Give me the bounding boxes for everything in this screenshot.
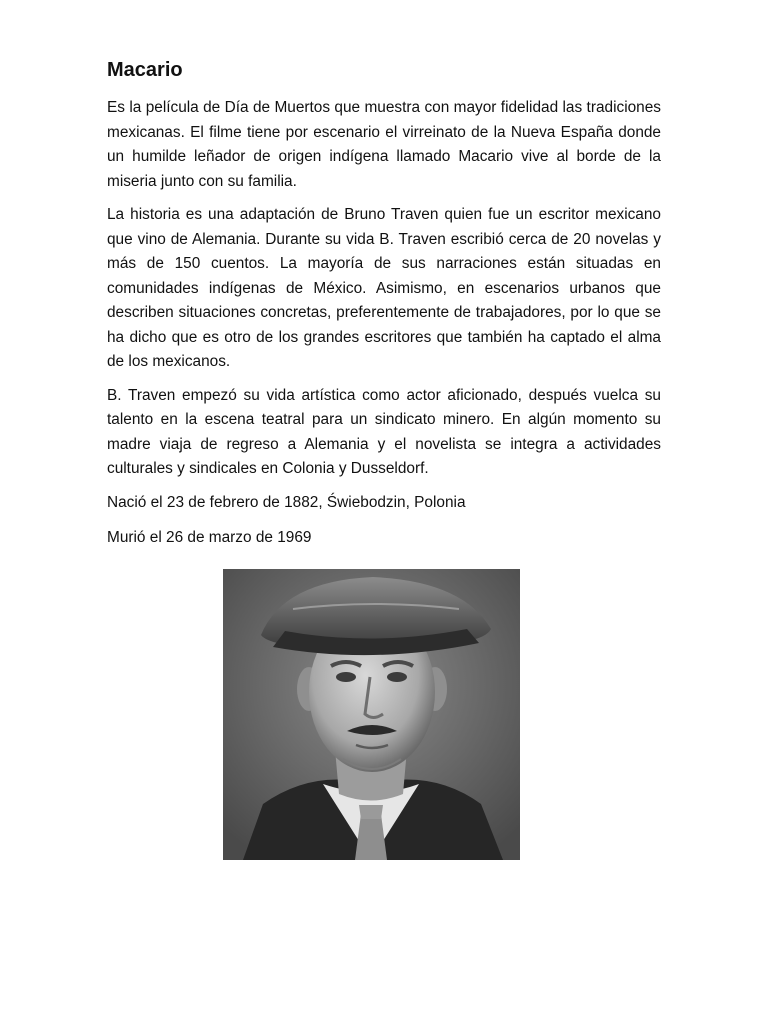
paragraph-traven-adaptation: La historia es una adaptación de Bruno Traven quien fue un escritor mexicano que vino de Alemania. Durante su vida B. Traven escribió cerca de 20 novelas y más de 150 cuentos. La mayoría de sus narraciones están situadas en comunidades indígenas de México. Asimismo, en escenarios urbanos que describen situaciones concretas, preferentemente de trabajadores, por lo que se ha dicho que es otro de los grandes escritores que también ha captado el alma de los mexicanos. [107,206,661,370]
document-page [107,56,661,562]
document-title: Macario [107,59,183,81]
birth-line: Nació el 23 de febrero de 1882, Świebodzin, Polonia [107,493,466,511]
portrait-photo [223,569,520,860]
paragraph-film-description: Es la película de Día de Muertos que muestra con mayor fidelidad las tradiciones mexicanas. El filme tiene por escenario el virreinato de la Nueva España donde un humilde leñador de origen indígena llamado Macario vive al borde de la miseria junto con su familia. [107,99,661,190]
death-line: Murió el 26 de marzo de 1969 [107,529,312,546]
paragraph-traven-career: B. Traven empezó su vida artística como actor aficionado, después vuelca su talento en la escena teatral para un sindicato minero. En algún momento su madre viaja de regreso a Alemania y el novelista se integra a actividades culturales y sindicales en Colonia y Dusseldorf. [107,386,661,477]
